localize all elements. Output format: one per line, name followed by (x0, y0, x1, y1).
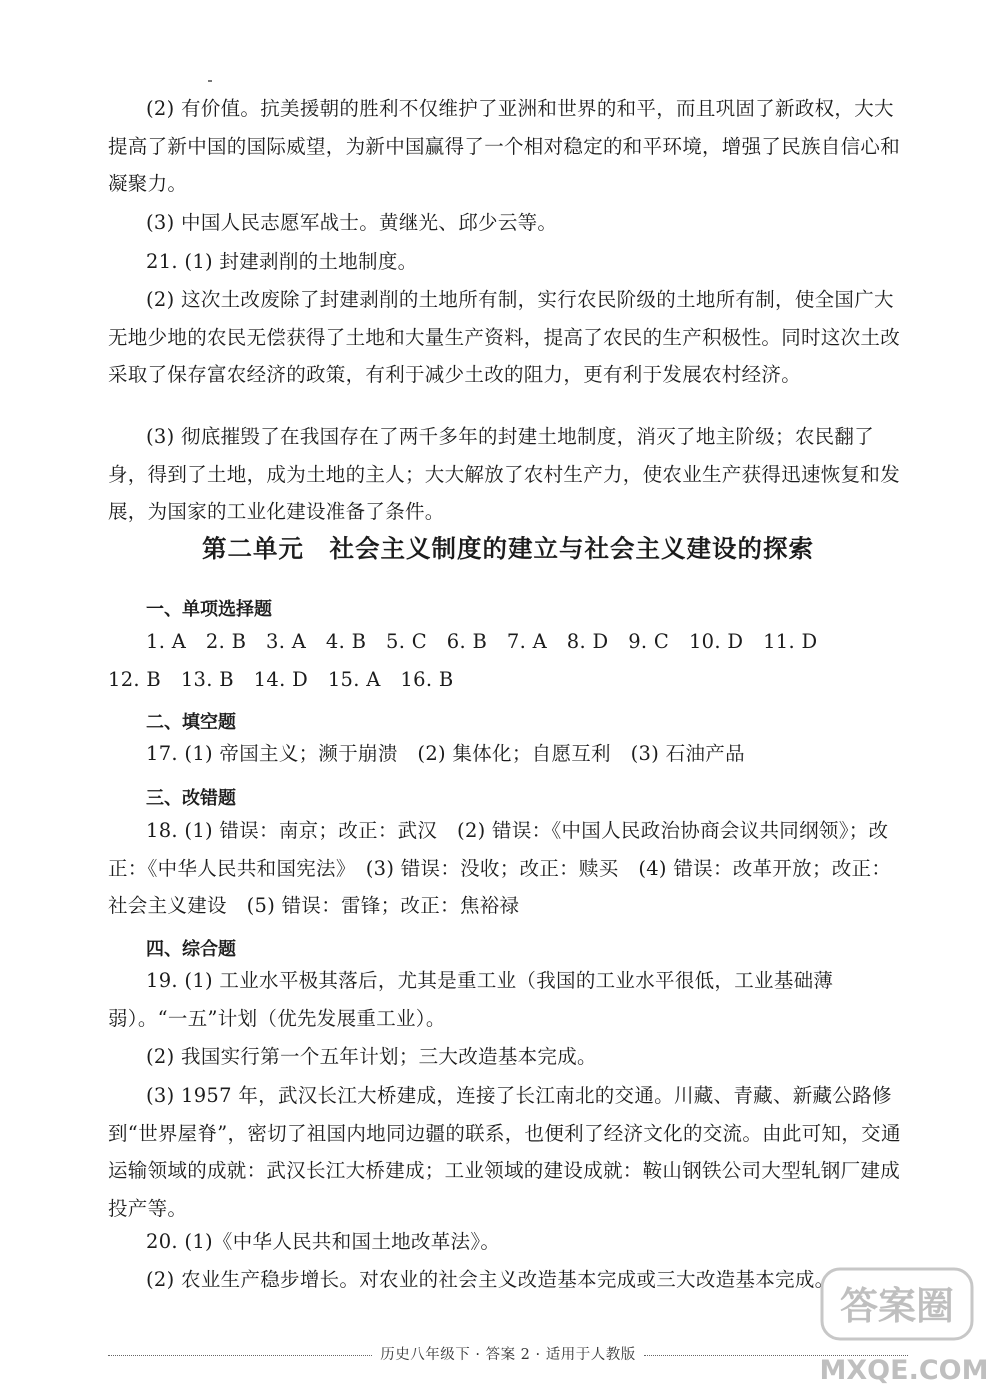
unit-title: 第二单元 社会主义制度的建立与社会主义建设的探索 (202, 534, 814, 563)
watermark-logo (812, 1261, 992, 1391)
correction-answers: 18. (1) 错误：南京；改正：武汉 (2) 错误：《中国人民政治协商会议共同纲领》；改正：《中华人民共和国宪法》 (3) 错误：没收；改正：赎买 (4) 错误：改革开放；改正：社会主义建设 (5) 错误：雷锋；改正：焦裕禄 (108, 819, 892, 918)
watermark-logo-text: 答案圈 (839, 1284, 955, 1328)
paragraph-20-2b: (2) 农业生产稳步增长。对农业的社会主义改造基本完成或三大改造基本完成。 (146, 1268, 835, 1291)
section-heading-comprehensive: 四、综合题 (146, 939, 236, 960)
paragraph-20-2: (2) 有价值。抗美援朝的胜利不仅维护了亚洲和世界的和平，而且巩固了新政权，大大提高了新中国的国际威望，为新中国赢得了一个相对稳定的和平环境，增强了民族自信心和凝聚力。 (108, 97, 901, 196)
paragraph-21-2: (2) 这次土改废除了封建剥削的土地所有制，实行农民阶级的土地所有制，使全国广大无地少地的农民无偿获得了土地和大量生产资料，提高了农民的生产积极性。同时这次土改采取了保存富农经济的政策，有利于减少土改的阻力，更有利于发展农村经济。 (108, 288, 901, 387)
paragraph-21-1: 21. (1) 封建剥削的土地制度。 (146, 250, 418, 273)
paragraph-20-3: (3) 中国人民志愿军战士。黄继光、邱少云等。 (146, 211, 558, 234)
section-heading-correction: 三、改错题 (146, 788, 236, 809)
footer-text: 历史八年级下 · 答案 2 · 适用于人教版 (380, 1347, 636, 1363)
choice-answers-line-1: 1. A 2. B 3. A 4. B 5. C 6. B 7. A 8. D 9. C 10. D 11. D (146, 630, 818, 653)
fill-answers: 17. (1) 帝国主义；濒于崩溃 (2) 集体化；自愿互利 (3) 石油产品 (146, 742, 745, 765)
scan-mark (208, 80, 212, 82)
paragraph-19-2: (2) 我国实行第一个五年计划；三大改造基本完成。 (146, 1045, 597, 1068)
paragraph-19-3: (3) 1957 年，武汉长江大桥建成，连接了长江南北的交通。川藏、青藏、新藏公路修到“世界屋脊”，密切了祖国内地同边疆的联系，也便利了经济文化的交流。由此可知，交通运输领域的成就：武汉长江大桥建成；工业领域的建设成就：鞍山钢铁公司大型轧钢厂建成投产等。 (108, 1084, 901, 1220)
section-heading-choice: 一、单项选择题 (146, 599, 272, 620)
paragraph-19-1: 19. (1) 工业水平极其落后，尤其是重工业（我国的工业水平很低，工业基础薄弱）。“一五”计划（优先发展重工业）。 (108, 969, 834, 1030)
choice-answers-line-2: 12. B 13. B 14. D 15. A 16. B (108, 668, 454, 691)
section-heading-fill: 二、填空题 (146, 712, 236, 733)
footer-dots-left (108, 1355, 372, 1356)
watermark-url: MXQE.COM (819, 1355, 989, 1386)
page-footer (108, 1343, 908, 1364)
paragraph-20-1: 20. (1)《中华人民共和国土地改革法》。 (146, 1230, 501, 1253)
paragraph-21-3: (3) 彻底摧毁了在我国存在了两千多年的封建土地制度，消灭了地主阶级；农民翻了身，得到了土地，成为土地的主人；大大解放了农村生产力，使农业生产获得迅速恢复和发展，为国家的工业化建设准备了条件。 (108, 425, 901, 524)
